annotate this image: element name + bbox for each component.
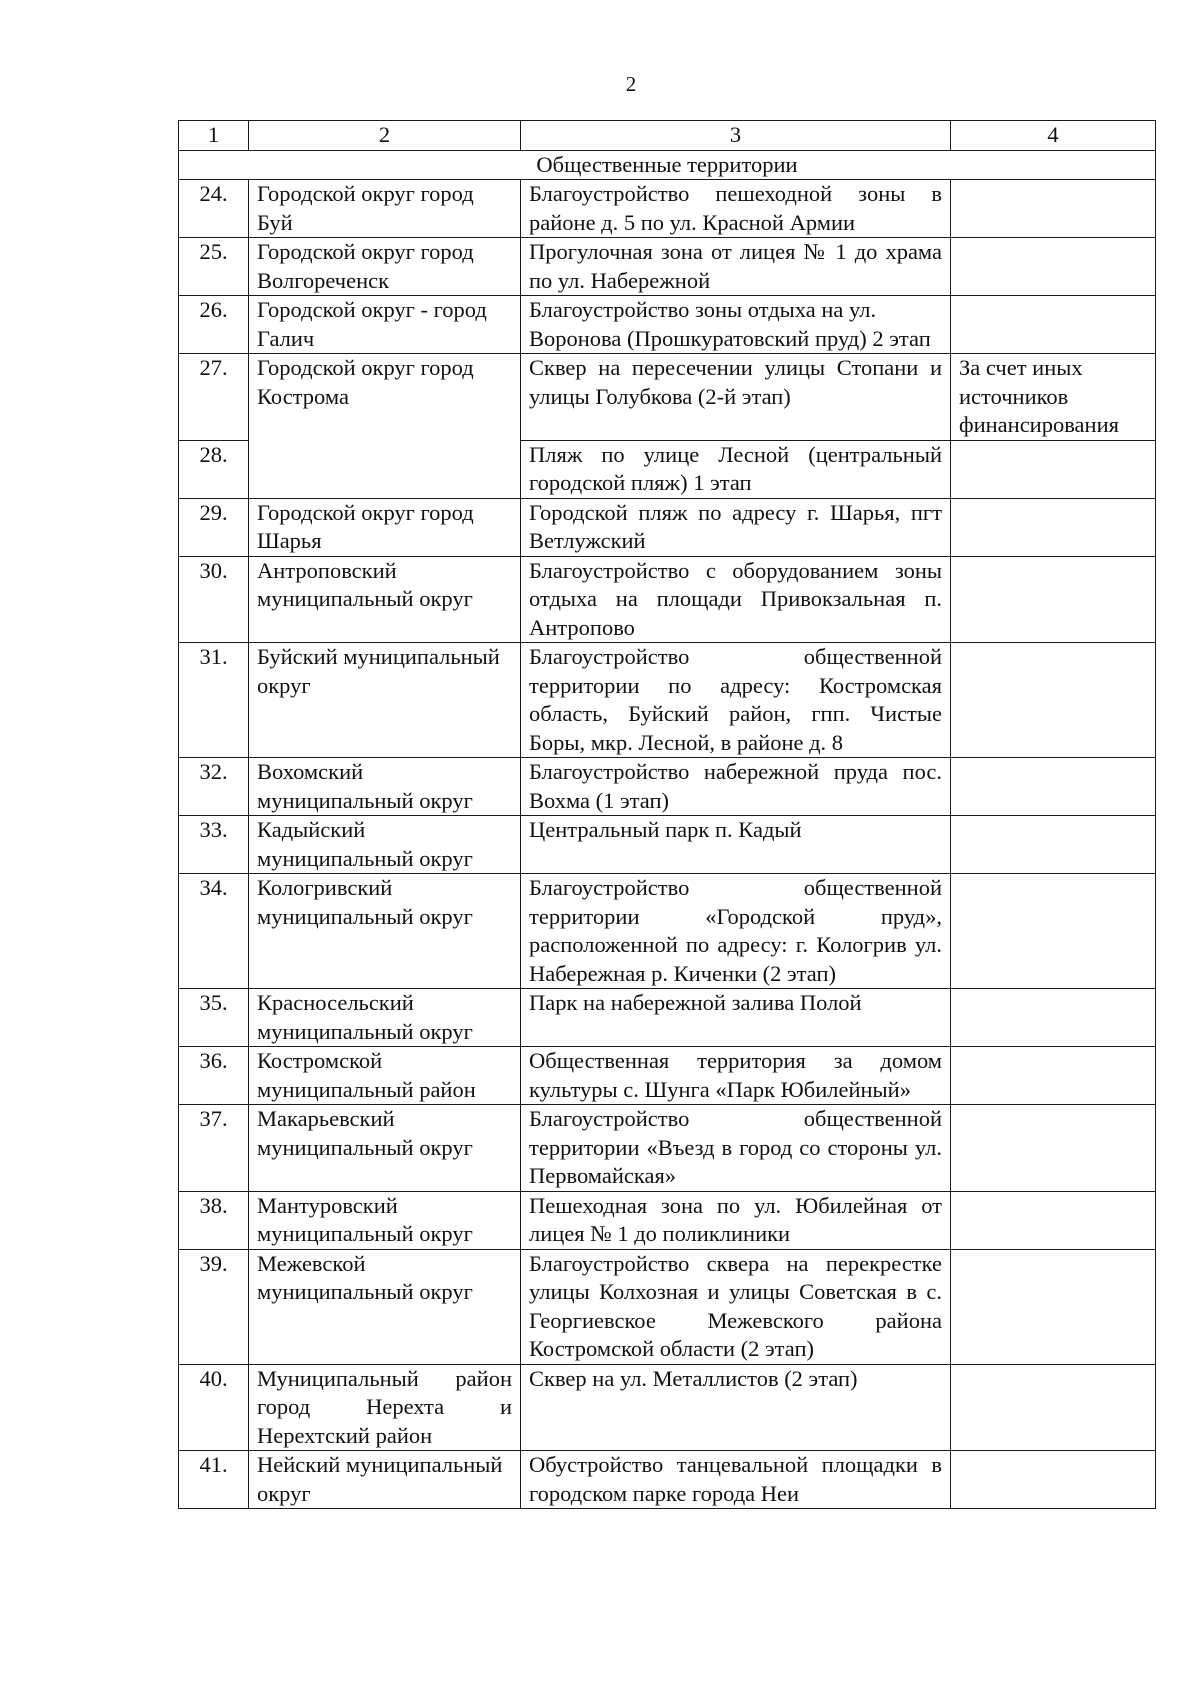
- municipality-cell: Городской округ - город Галич: [249, 296, 521, 354]
- source-cell: [951, 989, 1156, 1047]
- table-row: [179, 816, 1156, 874]
- source-cell: [951, 816, 1156, 874]
- municipality-cell: Макарьевский муниципальный округ: [249, 1105, 521, 1192]
- table-row: [179, 498, 1156, 556]
- description-cell: Благоустройство зоны отдыха на ул. Воронова (Прошкуратовский пруд) 2 этап: [521, 296, 951, 354]
- row-number: 38.: [179, 1191, 249, 1249]
- municipality-cell: Городской округ город Кострома: [249, 354, 521, 499]
- source-cell: [951, 758, 1156, 816]
- row-number: 31.: [179, 643, 249, 758]
- source-cell: [951, 1105, 1156, 1192]
- row-number: 37.: [179, 1105, 249, 1192]
- page-number: 2: [625, 72, 637, 96]
- description-cell: Центральный парк п. Кадый: [521, 816, 951, 874]
- description-cell: Благоустройство общественной территории по адресу: Костромская область, Буйский район, гпп. Чистые Боры, мкр. Лесной, в районе д. 8: [521, 643, 951, 758]
- description-cell: Общественная территория за домом культуры с. Шунга «Парк Юбилейный»: [521, 1047, 951, 1105]
- municipality-cell: Городской округ город Буй: [249, 180, 521, 238]
- municipality-cell: Кадыйский муниципальный округ: [249, 816, 521, 874]
- source-cell: [951, 643, 1156, 758]
- row-number: 35.: [179, 989, 249, 1047]
- description-cell: Благоустройство общественной территории «Городской пруд», расположенной по адресу: г. Кологрив ул. Набережная р. Киченки (2 этап): [521, 874, 951, 989]
- column-header-2: 2: [249, 121, 521, 151]
- table-row: [179, 1191, 1156, 1249]
- source-cell: [951, 238, 1156, 296]
- source-cell: [951, 556, 1156, 643]
- row-number: 30.: [179, 556, 249, 643]
- table-row: [179, 874, 1156, 989]
- source-cell: За счет иных источников финансирования: [951, 354, 1156, 441]
- row-number: 32.: [179, 758, 249, 816]
- table-row: [179, 758, 1156, 816]
- source-cell: [951, 296, 1156, 354]
- table-row: [179, 1249, 1156, 1364]
- row-number: 24.: [179, 180, 249, 238]
- row-number: 39.: [179, 1249, 249, 1364]
- description-cell: Благоустройство набережной пруда пос. Вохма (1 этап): [521, 758, 951, 816]
- table-row: [179, 1451, 1156, 1509]
- description-cell: Благоустройство с оборудованием зоны отдыха на площади Привокзальная п. Антропово: [521, 556, 951, 643]
- row-number: 29.: [179, 498, 249, 556]
- description-cell: Благоустройство сквера на перекрестке улицы Колхозная и улицы Советская в с. Георгиевское Межевского района Костромской области (2 этап): [521, 1249, 951, 1364]
- row-number: 27.: [179, 354, 249, 441]
- row-number: 33.: [179, 816, 249, 874]
- municipality-cell: Костромской муниципальный район: [249, 1047, 521, 1105]
- source-cell: [951, 1047, 1156, 1105]
- row-number: 40.: [179, 1364, 249, 1451]
- table-row: [179, 296, 1156, 354]
- table-row: [179, 238, 1156, 296]
- source-cell: [951, 1249, 1156, 1364]
- section-title: Общественные территории: [179, 150, 1156, 180]
- row-number: 26.: [179, 296, 249, 354]
- description-cell: Благоустройство пешеходной зоны в районе д. 5 по ул. Красной Армии: [521, 180, 951, 238]
- description-cell: Парк на набережной залива Полой: [521, 989, 951, 1047]
- description-cell: Сквер на пересечении улицы Стопани и улицы Голубкова (2-й этап): [521, 354, 951, 441]
- municipality-cell: Вохомский муниципальный округ: [249, 758, 521, 816]
- column-header-1: 1: [179, 121, 249, 151]
- description-cell: Благоустройство общественной территории «Въезд в город со стороны ул. Первомайская»: [521, 1105, 951, 1192]
- row-number: 34.: [179, 874, 249, 989]
- row-number: 25.: [179, 238, 249, 296]
- description-cell: Прогулочная зона от лицея № 1 до храма по ул. Набережной: [521, 238, 951, 296]
- municipality-cell: Муниципальный район город Нерехта и Нерехтский район: [249, 1364, 521, 1451]
- source-cell: [951, 440, 1156, 498]
- source-cell: [951, 498, 1156, 556]
- table-row: [179, 1105, 1156, 1192]
- table-row: [179, 643, 1156, 758]
- description-cell: Обустройство танцевальной площадки в городском парке города Неи: [521, 1451, 951, 1509]
- table-row: [179, 180, 1156, 238]
- table-row: [179, 1364, 1156, 1451]
- municipality-cell: Нейский муниципальный округ: [249, 1451, 521, 1509]
- source-cell: [951, 874, 1156, 989]
- municipality-cell: Городской округ город Волгореченск: [249, 238, 521, 296]
- table-row: [179, 989, 1156, 1047]
- column-header-3: 3: [521, 121, 951, 151]
- description-cell: Городской пляж по адресу г. Шарья, пгт Ветлужский: [521, 498, 951, 556]
- territories-table: [178, 120, 1156, 1509]
- municipality-cell: Городской округ город Шарья: [249, 498, 521, 556]
- table-header-row: [179, 121, 1156, 151]
- municipality-cell: Антроповский муниципальный округ: [249, 556, 521, 643]
- municipality-cell: Кологривский муниципальный округ: [249, 874, 521, 989]
- source-cell: [951, 1191, 1156, 1249]
- row-number: 41.: [179, 1451, 249, 1509]
- municipality-cell: Мантуровский муниципальный округ: [249, 1191, 521, 1249]
- column-header-4: 4: [951, 121, 1156, 151]
- table-row: [179, 556, 1156, 643]
- source-cell: [951, 1451, 1156, 1509]
- source-cell: [951, 1364, 1156, 1451]
- row-number: 36.: [179, 1047, 249, 1105]
- description-cell: Пляж по улице Лесной (центральный городской пляж) 1 этап: [521, 440, 951, 498]
- table-row: [179, 354, 1156, 441]
- source-cell: [951, 180, 1156, 238]
- municipality-cell: Межевской муниципальный округ: [249, 1249, 521, 1364]
- description-cell: Пешеходная зона по ул. Юбилейная от лицея № 1 до поликлиники: [521, 1191, 951, 1249]
- row-number: 28.: [179, 440, 249, 498]
- section-row: [179, 150, 1156, 180]
- description-cell: Сквер на ул. Металлистов (2 этап): [521, 1364, 951, 1451]
- municipality-cell: Буйский муниципальный округ: [249, 643, 521, 758]
- municipality-cell: Красносельский муниципальный округ: [249, 989, 521, 1047]
- table-row: [179, 1047, 1156, 1105]
